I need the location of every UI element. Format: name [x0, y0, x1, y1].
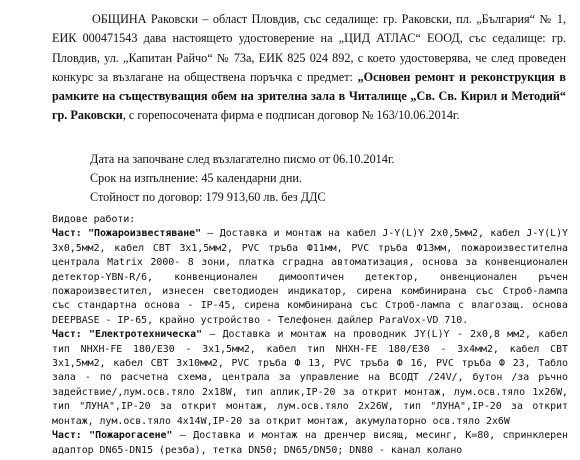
work-part-title: Част: "Пожарогасене"	[52, 430, 173, 442]
duration: Срок на изпълнение: 45 календарни дни.	[90, 171, 302, 185]
intro-text-1: – област Пловдив, със седалище: гр. Раковски, пл. „България“ № 1, ЕИК 000471543 дава настоящето удостоверение на „ЦИД АТЛАС“ ЕООД, със седалище: гр. Пловдив, ул. „Капитан Райчо“ № 73а, ЕИК 825 024 892, с което удостоверява, че след проведен конкурс за възлагане на обществена поръчка с предмет:	[52, 12, 566, 84]
contract-subject: „Основен ремонт и реконструкция в рамките на съществуващия обем на зрителна зала в Читалище „Св. Св. Кирил и Методий“ гр. Раковски	[52, 69, 566, 123]
work-part-text: – Доставка и монтаж на кабел J-Y(L)Y 2х0,5мм2, кабел J-Y(L)Y 3х0,5мм2, кабел СВТ 3х1,5мм2, PVC тръба Ф11мм, PVC тръба Ф13мм, пожароизвестителна централа Matrix 2000- 8 зони, платка сградна автоматизация, основа за конвенционален детектор-YBN-R/6, конвенционален димооптичен детектор, онвенционален ръчен пожароизвестител, изнесен светодиоден индикатор, сирена комбинирана със Строб-лампа със стандартна основа - IP-45, сирена комбинирана със Строб-лампа с влагозащ. основа DEEPBASE - IP-65, крайно устройство - Телефонен дайлер ParaVox-VD 710.	[52, 228, 568, 326]
works-section	[52, 213, 568, 458]
work-part-text: – Доставка и монтаж на проводник JY(L)Y - 2х0,8 мм2, кабел тип NHXH-FE 180/Е30 - 3х1,5мм2, кабел тип NHXH-FE 180/Е30 - 3х4мм2, кабел СВТ 3х1,5мм2, кабел СВТ 3х10мм2, PVC тръба Ф 13, PVC тръба Ф 16, PVC тръба Ф 23, Табло зала - по расчетна схема, централа за управление на ВСОДТ /24V/, бутон /за ръчно задействие/,лум.осв.тяло 2х18W, тип аплик,IP-20 за открит монтаж, лум.осв.тяло 1х26W, тип "ЛУНА",IP-20 за открит монтаж, лум.осв.тяло 2х26W, тип "ЛУНА",IP-20 за открит монтаж, лум.осв.тяло 4х14W,IP-20 за открит монтаж, акумулаторно осв.тяло 2х6W	[52, 329, 568, 427]
work-part-title: Част: "Електротехническа"	[52, 329, 203, 341]
municipality-name: ОБЩИНА Раковски	[92, 12, 199, 26]
work-part-fire-suppression	[52, 429, 568, 458]
works-heading: Видове работи:	[52, 214, 136, 225]
contract-value: Стойност по договор: 179 913,60 лв. без ДДС	[90, 190, 326, 204]
intro-paragraph	[52, 10, 566, 126]
start-date: Дата на започване след възлагателно писмо от 06.10.2014г.	[90, 152, 395, 166]
contract-terms	[90, 150, 560, 207]
work-part-title: Част: "Пожароизвестяване"	[52, 228, 202, 240]
work-part-text: – Доставка и монтаж на дренчер висящ, месинг, К=80, спринклерен адаптор DN65-DN15 (резба), тетка DN50; DN65/DN50; DN80 - канал колано	[52, 430, 569, 456]
work-part-electrical	[52, 328, 568, 429]
work-part-fire-alarm	[52, 227, 568, 328]
intro-text-2: , с горепосочената фирма е подписан договор № 163/10.06.2014г.	[122, 108, 460, 123]
